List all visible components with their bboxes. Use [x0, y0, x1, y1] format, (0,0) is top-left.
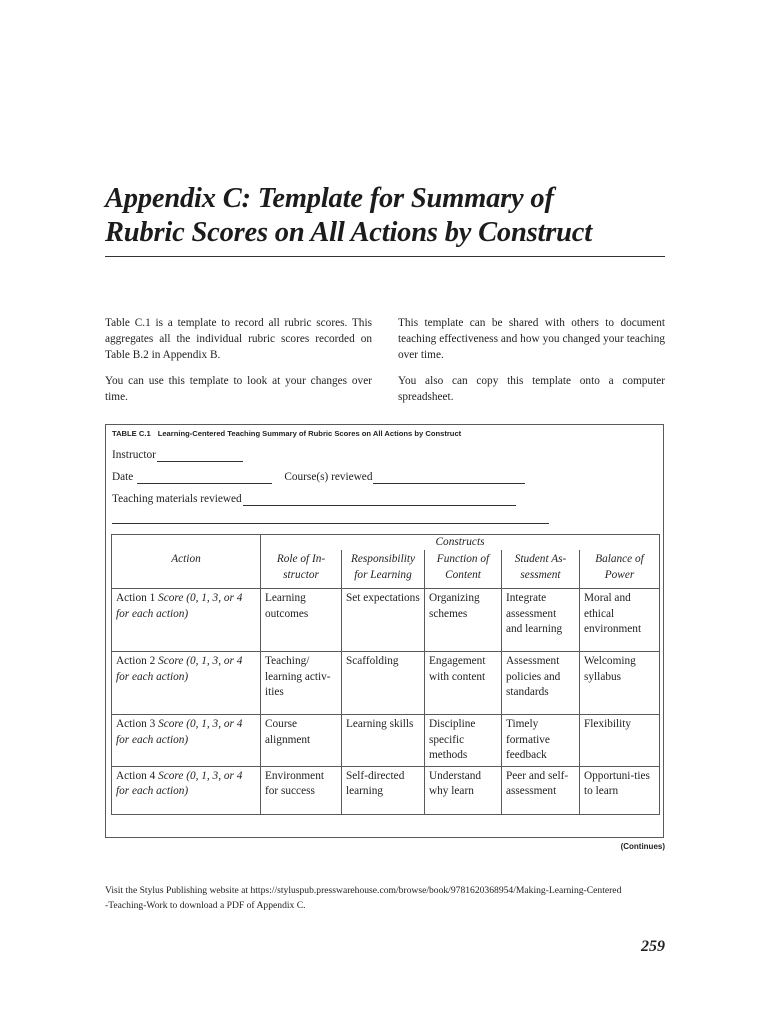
header-balance-of-power: Balance of Power: [580, 550, 660, 589]
table-cell: Learning skills: [342, 715, 425, 767]
courses-blank: [373, 472, 525, 484]
header-responsibility-for-learning: Responsibility for Learning: [342, 550, 425, 589]
table-cell: Timely formative feedback: [502, 715, 580, 767]
constructs-header: Constructs: [261, 535, 660, 551]
table-cell: Organizing schemes: [425, 589, 502, 652]
instructor-label: Instructor: [112, 449, 156, 461]
courses-label: Course(s) reviewed: [284, 471, 373, 483]
intro-left-paragraph-2: You can use this template to look at your changes over time.: [105, 375, 372, 403]
table-cell: Moral and ethical environment: [580, 589, 660, 652]
table-cell: Understand why learn: [425, 766, 502, 814]
constructs-header-row: [112, 535, 660, 551]
title-rule: [105, 256, 665, 257]
intro-right-paragraph-2: You also can copy this template onto a computer spreadsheet.: [398, 375, 665, 403]
table-cell: Integrate assessment and learning: [502, 589, 580, 652]
intro-left-paragraph-1: Table C.1 is a template to record all rubric scores. This aggregates all the individual rubric scores recorded on Table B.2 in Appendix B.: [105, 317, 372, 361]
table-cell: Self-directed learning: [342, 766, 425, 814]
extra-blank: [112, 512, 549, 524]
table-cell: Environment for success: [261, 766, 342, 814]
page-number: 259: [641, 938, 665, 955]
date-label: Date: [112, 471, 134, 483]
table-c1-box: [105, 424, 664, 838]
website-note: [105, 883, 665, 913]
table-cell: Learning outcomes: [261, 589, 342, 652]
header-action: Action: [112, 550, 261, 589]
action-cell: Action 3 Score (0, 1, 3, or 4 for each action): [112, 715, 261, 767]
continues-label: (Continues): [620, 842, 665, 851]
intro-right-column: [398, 315, 665, 415]
header-blank-cell: [112, 535, 261, 551]
materials-blank: [243, 494, 516, 506]
page-title: [105, 182, 665, 250]
date-course-line: [112, 470, 525, 484]
table-row: [112, 589, 660, 652]
action-cell: Action 2 Score (0, 1, 3, or 4 for each action): [112, 652, 261, 715]
rubric-summary-table: [111, 534, 660, 815]
action-cell: Action 1 Score (0, 1, 3, or 4 for each action): [112, 589, 261, 652]
table-cell: Opportuni-ties to learn: [580, 766, 660, 814]
title-line-1: Appendix C: Template for Summary of: [105, 183, 554, 214]
intro-right-paragraph-1: This template can be shared with others to document teaching effectiveness and how you changed your teaching over time.: [398, 317, 665, 361]
score-note: Score (0, 1, 3, or 4 for each action): [116, 769, 243, 797]
action-cell: Action 4 Score (0, 1, 3, or 4 for each action): [112, 766, 261, 814]
table-caption: [112, 429, 461, 438]
score-note: Score (0, 1, 3, or 4 for each action): [116, 592, 243, 620]
website-note-line-1: Visit the Stylus Publishing website at https://styluspub.presswarehouse.com/browse/book/9781620368954/Making-Learning-Centered: [105, 885, 622, 896]
table-cell: Peer and self-assessment: [502, 766, 580, 814]
table-row: [112, 715, 660, 767]
materials-line: [112, 492, 516, 506]
table-caption-number: TABLE C.1: [112, 429, 151, 438]
header-function-of-content: Function of Content: [425, 550, 502, 589]
table-cell: Engagement with content: [425, 652, 502, 715]
website-note-line-2: -Teaching-Work to download a PDF of Appendix C.: [105, 900, 306, 911]
header-student-assessment: Student As-sessment: [502, 550, 580, 589]
materials-label: Teaching materials reviewed: [112, 493, 242, 505]
title-line-2: Rubric Scores on All Actions by Construct: [105, 217, 592, 248]
intro-left-column: [105, 315, 372, 415]
table-caption-title: Learning-Centered Teaching Summary of Rubric Scores on All Actions by Construct: [157, 429, 462, 438]
header-role-of-instructor: Role of In-structor: [261, 550, 342, 589]
extra-blank-line: [112, 512, 549, 524]
table-row: [112, 766, 660, 814]
table-cell: Assessment policies and standards: [502, 652, 580, 715]
table-cell: Discipline specific methods: [425, 715, 502, 767]
date-blank: [137, 472, 272, 484]
instructor-line: [112, 448, 243, 462]
table-cell: Scaffolding: [342, 652, 425, 715]
table-cell: Course alignment: [261, 715, 342, 767]
score-note: Score (0, 1, 3, or 4 for each action): [116, 718, 243, 746]
table-row: [112, 652, 660, 715]
score-note: Score (0, 1, 3, or 4 for each action): [116, 655, 243, 683]
instructor-blank: [157, 450, 243, 462]
column-header-row: [112, 550, 660, 589]
table-cell: Welcoming syllabus: [580, 652, 660, 715]
table-cell: Flexibility: [580, 715, 660, 767]
table-cell: Teaching/ learning activ-ities: [261, 652, 342, 715]
table-cell: Set expectations: [342, 589, 425, 652]
